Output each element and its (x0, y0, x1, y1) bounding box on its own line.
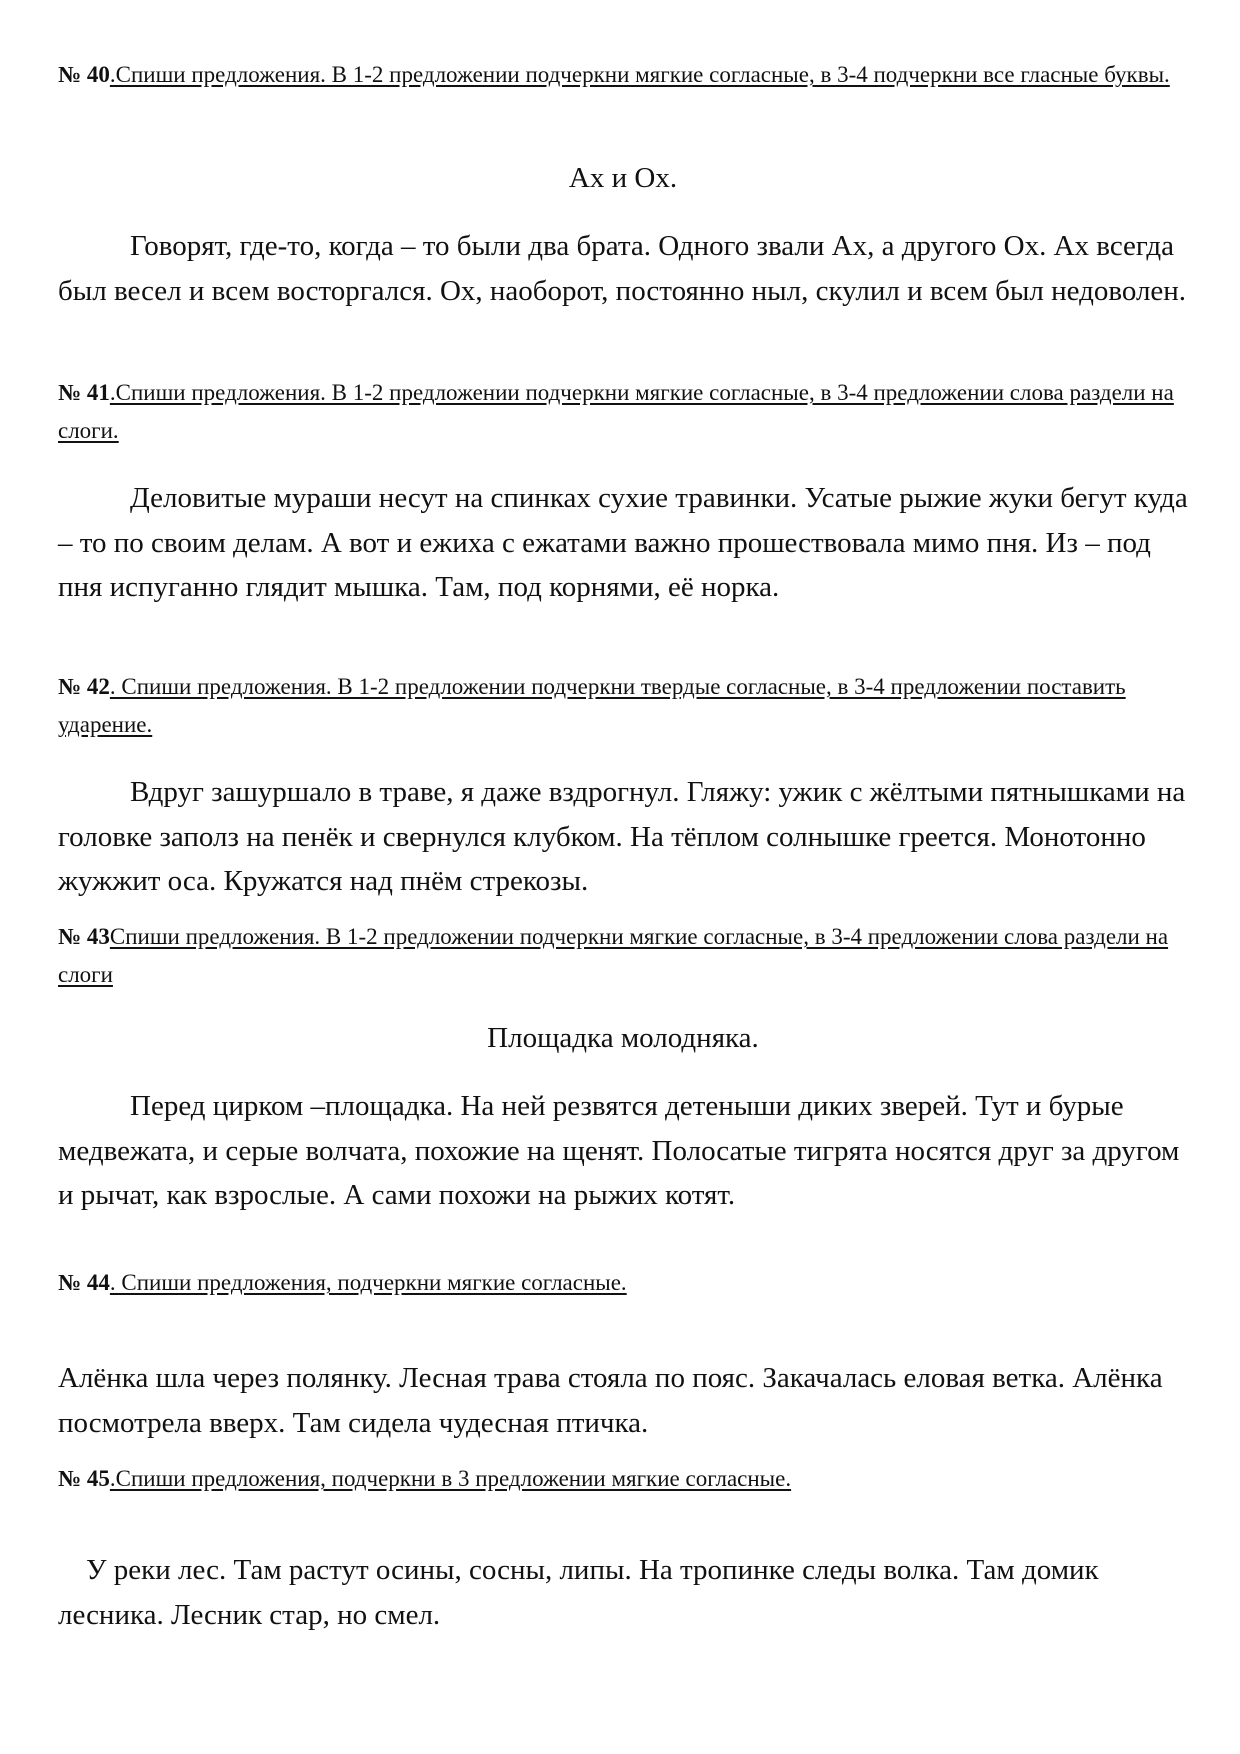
task-41-number: № 41 (58, 380, 110, 405)
task-42-text: Вдруг зашуршало в траве, я даже вздрогнул. Гляжу: ужик с жёлтыми пятнышками на головке заполз на пенёк и свернулся клубком. На тёплом солнышке греется. Монотонно жужжит оса. Кружатся над пнём стрекозы. (58, 776, 1186, 897)
task-41-header (58, 374, 1188, 450)
task-42-instruction: . Спиши предложения. В 1-2 предложении подчеркни твердые согласные, в 3-4 предложении поставить ударение. (58, 674, 1126, 737)
task-41-instruction: .Спиши предложения. В 1-2 предложении подчеркни мягкие согласные, в 3-4 предложении слова раздели на слоги. (58, 380, 1174, 443)
task-40-header (58, 56, 1170, 94)
task-43-number: № 43 (58, 924, 110, 949)
task-42-number: № 42 (58, 674, 110, 699)
task-40-title: Ах и Ох. (568, 162, 678, 194)
task-43-title: Площадка молодняка. (487, 1022, 759, 1054)
task-45-header (58, 1460, 791, 1498)
task-42-header (58, 668, 1188, 744)
task-44-text: Алёнка шла через полянку. Лесная трава стояла по пояс. Закачалась еловая ветка. Алёнка посмотрела вверх. Там сидела чудесная птичка. (58, 1362, 1163, 1439)
task-45-number: № 45 (58, 1466, 110, 1491)
task-44-header (58, 1264, 627, 1302)
task-43-header (58, 918, 1188, 994)
task-43-text: Перед цирком –площадка. На ней резвятся детеныши диких зверей. Тут и бурые медвежата, и серые волчата, похожие на щенят. Полосатые тигрята носятся друг за другом и рычат, как взрослые. А сами похожи на рыжих котят. (58, 1090, 1180, 1211)
task-45-text: У реки лес. Там растут осины, сосны, липы. На тропинке следы волка. Там домик лесника. Лесник стар, но смел. (58, 1554, 1099, 1631)
task-43-instruction: Спиши предложения. В 1-2 предложении подчеркни мягкие согласные, в 3-4 предложении слова раздели на слоги (58, 924, 1169, 987)
task-40-number: № 40 (58, 62, 110, 87)
task-44-instruction: . Спиши предложения, подчеркни мягкие согласные. (109, 1270, 627, 1295)
task-40-text: Говорят, где-то, когда – то были два брата. Одного звали Ах, а другого Ох. Ах всегда был весел и всем восторгался. Ох, наоборот, постоянно ныл, скулил и всем был недоволен. (58, 230, 1187, 307)
task-45-instruction: .Спиши предложения, подчеркни в 3 предложении мягкие согласные. (109, 1466, 792, 1491)
task-41-text: Деловитые мураши несут на спинках сухие травинки. Усатые рыжие жуки бегут куда – то по своим делам. А вот и ежиха с ежатами важно прошествовала мимо пня. Из – под пня испуганно глядит мышка. Там, под корнями, её норка. (58, 482, 1188, 603)
task-44-number: № 44 (58, 1270, 110, 1295)
task-40-instruction: .Спиши предложения. В 1-2 предложении подчеркни мягкие согласные, в 3-4 подчеркни все гласные буквы. (109, 62, 1170, 87)
